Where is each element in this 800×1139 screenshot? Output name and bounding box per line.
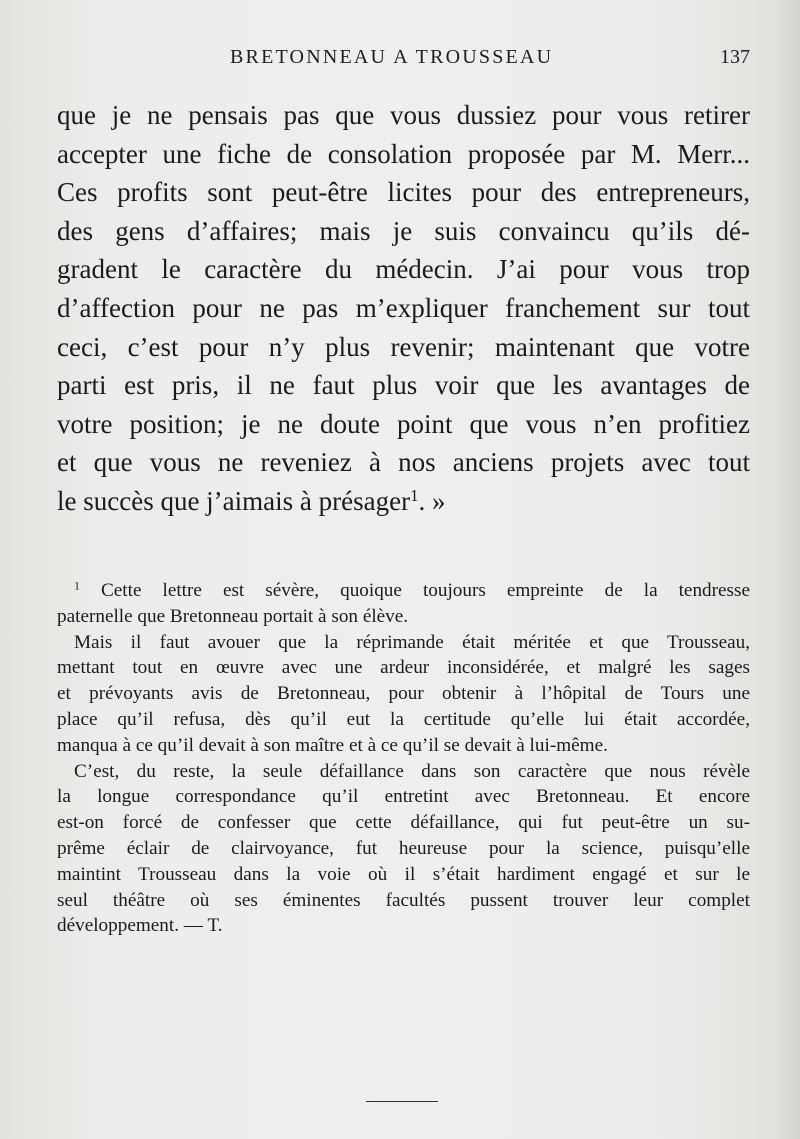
footnote-reference: 1	[410, 485, 419, 505]
body-last-line	[57, 482, 750, 521]
body-line: ceci, c’est pour n’y plus revenir; maintenant que votre	[57, 331, 750, 362]
footnote-marker: 1	[74, 578, 80, 593]
page-end-rule	[366, 1101, 438, 1102]
footnote-text: Cette lettre est sévère, quoique toujours empreinte de la tendresse	[100, 580, 750, 601]
body-line: Ces profits sont peut-être licites pour des entrepreneurs,	[57, 177, 750, 208]
body-line: que je ne pensais pas que vous dussiez pour vous retirer	[57, 100, 750, 130]
footnote-line: et prévoyants avis de Bretonneau, pour obtenir à l’hôpital de Tours une	[57, 683, 750, 705]
body-line: gradent le caractère du médecin. J’ai pour vous trop	[57, 254, 750, 285]
body-line: votre position; je ne doute point que vous n’en profitiez	[57, 408, 750, 439]
running-title: BRETONNEAU A TROUSSEAU	[230, 46, 554, 68]
footnote-line: maintint Trousseau dans la voie où il s’était hardiment engagé et sur le	[57, 863, 750, 885]
footnote-line: Mais il faut avouer que la réprimande était méritée et que Trousseau,	[74, 631, 750, 653]
page-edge-shadow	[778, 0, 800, 1139]
footnote-line	[57, 578, 750, 604]
footnote-line: manqua à ce qu’il devait à son maître et à ce qu’il se devait à lui-même.	[57, 734, 608, 756]
footnote-line: seul théâtre où ses éminentes facultés pussent trouver leur complet	[57, 889, 750, 911]
body-last-line-text: le succès que j’aimais à présager	[57, 485, 411, 516]
footnote-line: C’est, du reste, la seule défaillance dans son caractère que nous révèle	[74, 760, 750, 782]
body-line: d’affection pour ne pas m’expliquer franchement sur tout	[57, 292, 750, 323]
footnote-line: développement. — T.	[57, 915, 223, 937]
page-number: 137	[720, 46, 750, 68]
footnote-line: place qu’il refusa, dès qu’il eut la certitude qu’elle lui était accordée,	[57, 708, 750, 730]
footnote-line: est-on forcé de confesser que cette défaillance, qui fut peut-être un su-	[57, 812, 750, 834]
footnote-line: prême éclair de clairvoyance, fut heureuse pour la science, puisqu’elle	[57, 837, 750, 859]
body-line: parti est pris, il ne faut plus voir que les avantages de	[57, 370, 750, 401]
footnote-line: mettant tout en œuvre avec une ardeur inconsidérée, et malgré les sages	[57, 657, 750, 679]
body-line: accepter une fiche de consolation proposée par M. Merr...	[57, 138, 750, 169]
body-line: et que vous ne reveniez à nos anciens projets avec tout	[57, 447, 750, 478]
footnote-line: paternelle que Bretonneau portait à son élève.	[57, 605, 409, 627]
body-closing-quote: . »	[418, 485, 446, 516]
body-line: des gens d’affaires; mais je suis convaincu qu’ils dé-	[57, 215, 750, 246]
letter-body	[57, 96, 750, 521]
footnotes	[57, 578, 750, 939]
footnote-line: la longue correspondance qu’il entretint avec Bretonneau. Et encore	[57, 786, 750, 808]
